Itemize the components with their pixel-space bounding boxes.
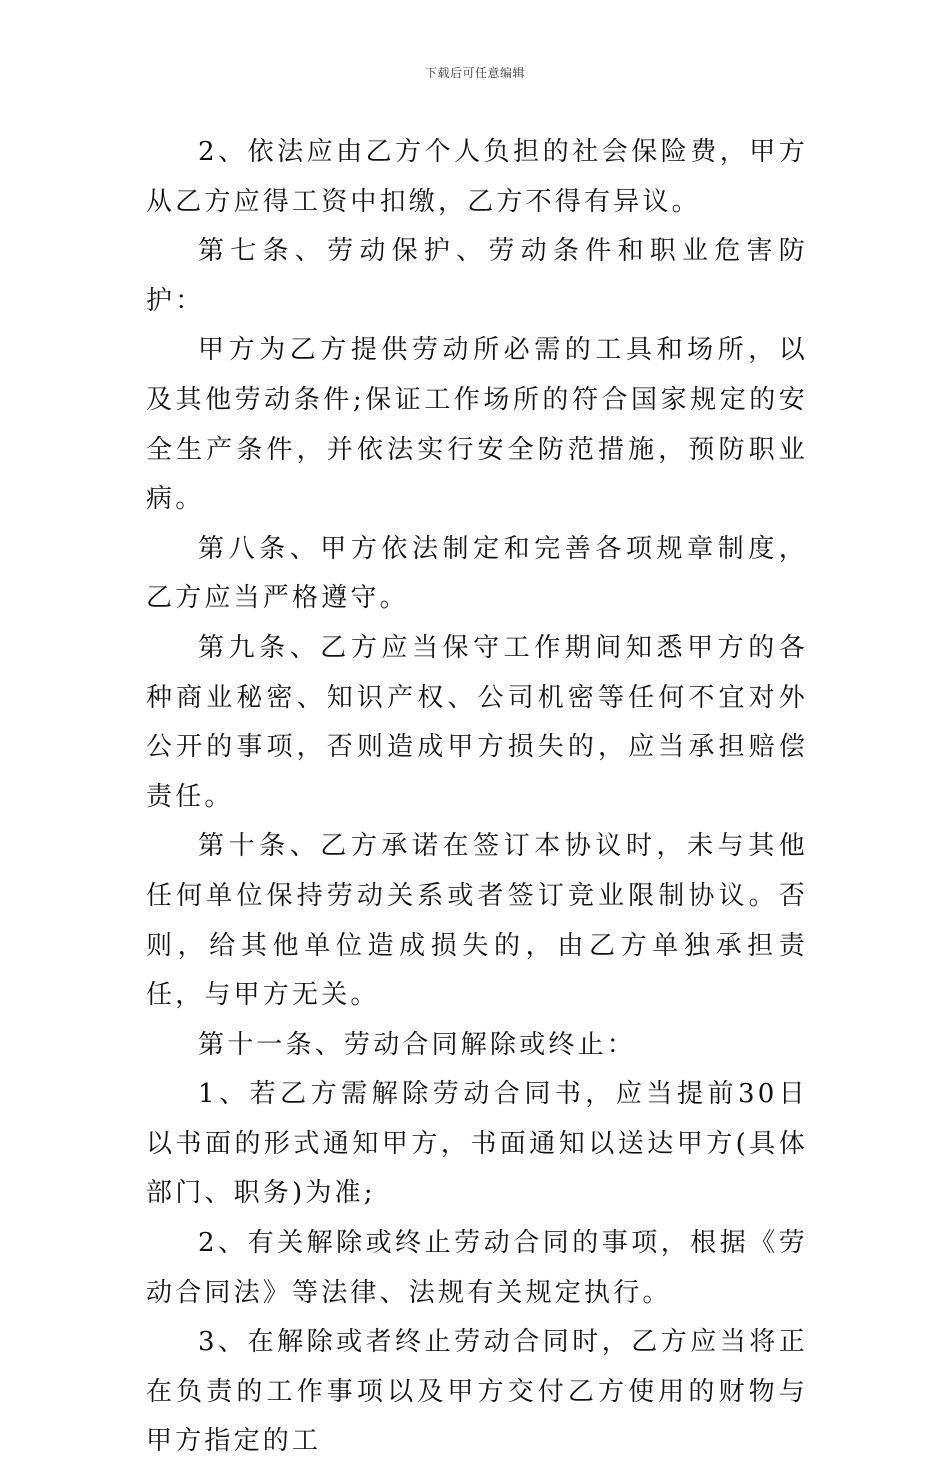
paragraph-article-11-heading: 第十一条、劳动合同解除或终止： <box>198 1029 637 1060</box>
paragraph-article-7-body: 甲方为乙方提供劳动所必需的工具和场所，以及其他劳动条件;保证工作场所的符合国家规定的安全生产条件，并依法实行安全防范措施，预防职业病。 <box>146 335 808 515</box>
document-body <box>146 128 808 1467</box>
paragraph-article-9: 第九条、乙方应当保守工作期间知悉甲方的各种商业秘密、知识产权、公司机密等任何不宜对外公开的事项，否则造成甲方损失的，应当承担赔偿责任。 <box>146 632 808 812</box>
paragraph-social-insurance: 2、依法应由乙方个人负担的社会保险费，甲方从乙方应得工资中扣缴，乙方不得有异议。 <box>146 137 808 217</box>
paragraph-article-8: 第八条、甲方依法制定和完善各项规章制度，乙方应当严格遵守。 <box>146 533 808 614</box>
paragraph-article-11-item-1: 1、若乙方需解除劳动合同书，应当提前30日以书面的形式通知甲方，书面通知以送达甲方(具体部门、职务)为准; <box>146 1079 808 1209</box>
paragraph-article-11-item-3: 3、在解除或者终止劳动合同时，乙方应当将正在负责的工作事项以及甲方交付乙方使用的财物与甲方指定的工 <box>146 1327 808 1457</box>
paragraph-article-10: 第十条、乙方承诺在签订本协议时，未与其他任何单位保持劳动关系或者签订竞业限制协议。否则，给其他单位造成损失的，由乙方单独承担责任，与甲方无关。 <box>146 831 808 1011</box>
paragraph-article-7-heading: 第七条、劳动保护、劳动条件和职业危害防护： <box>146 236 808 316</box>
page-header: 下载后可任意编辑 <box>424 66 525 80</box>
paragraph-article-11-item-2: 2、有关解除或终止劳动合同的事项，根据《劳动合同法》等法律、法规有关规定执行。 <box>146 1228 808 1308</box>
